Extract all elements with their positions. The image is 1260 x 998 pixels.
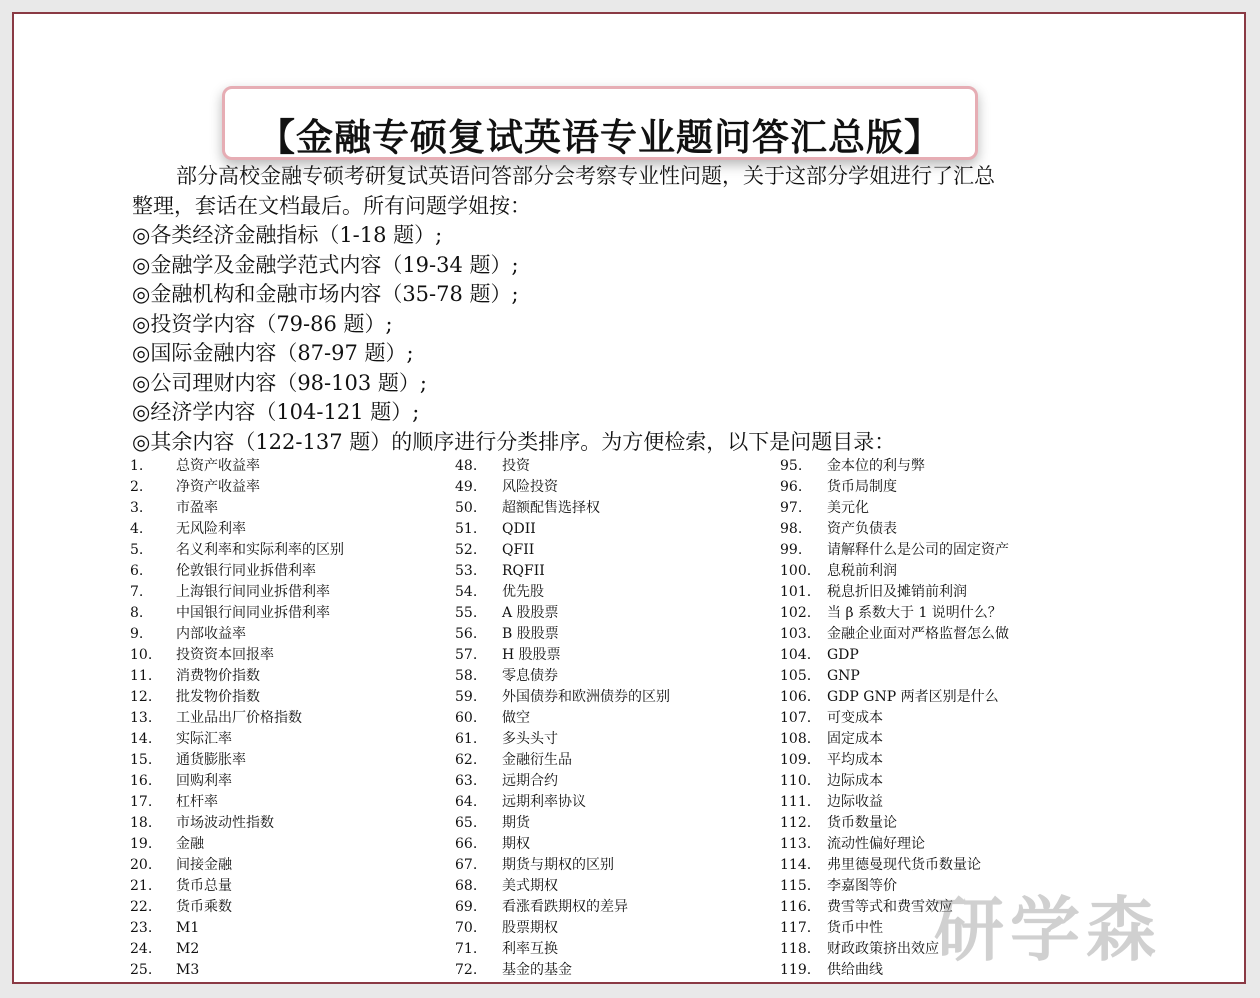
toc-item (780, 498, 1110, 519)
toc-item-label: 杠杆率 (176, 794, 218, 810)
toc-item (130, 771, 460, 792)
toc-item (455, 603, 785, 624)
toc-item-label: 弗里德曼现代货币数量论 (827, 857, 981, 873)
toc-item (780, 582, 1110, 603)
toc-item-label: 市场波动性指数 (176, 815, 274, 831)
toc-item-number: 5. (130, 542, 144, 558)
toc-item-label: 供给曲线 (827, 962, 883, 978)
toc-item-label: M1 (176, 920, 200, 936)
toc-item-label: 股票期权 (502, 920, 558, 936)
toc-item-label: 看涨看跌期权的差异 (502, 899, 628, 915)
toc-item-number: 13. (130, 710, 153, 726)
toc-item-number: 113. (780, 836, 812, 852)
toc-item-label: A 股股票 (502, 605, 559, 621)
toc-item-number: 71. (455, 941, 478, 957)
intro-line-1: 部分高校金融专硕考研复试英语问答部分会考察专业性问题，关于这部分学姐进行了汇总 (176, 164, 995, 188)
toc-item-label: 远期利率协议 (502, 794, 586, 810)
toc-item (780, 834, 1110, 855)
toc-item-label: 实际汇率 (176, 731, 232, 747)
toc-item-number: 103. (780, 626, 812, 642)
toc-item-number: 101. (780, 584, 812, 600)
toc-item (455, 540, 785, 561)
toc-item (455, 939, 785, 960)
toc-item-label: M2 (176, 941, 200, 957)
toc-item-number: 16. (130, 773, 153, 789)
toc-item (455, 624, 785, 645)
toc-item-number: 102. (780, 605, 812, 621)
toc-item (130, 687, 460, 708)
toc-item-label: 多头头寸 (502, 731, 558, 747)
toc-item (130, 960, 460, 981)
toc-item (780, 603, 1110, 624)
toc-item-number: 1. (130, 458, 144, 474)
toc-item-label: 金融 (176, 836, 204, 852)
toc-item-number: 8. (130, 605, 144, 621)
toc-item-number: 98. (780, 521, 803, 537)
toc-item-label: 货币数量论 (827, 815, 897, 831)
toc-item-number: 54. (455, 584, 478, 600)
toc-item-number: 56. (455, 626, 478, 642)
toc-item (130, 603, 460, 624)
toc-item (455, 876, 785, 897)
document-page (12, 12, 1246, 984)
toc-item-number: 52. (455, 542, 478, 558)
toc-item-label: 金融企业面对严格监督怎么做 (827, 626, 1009, 642)
toc-item-number: 49. (455, 479, 478, 495)
toc-item-number: 51. (455, 521, 478, 537)
toc-item-number: 50. (455, 500, 478, 516)
toc-item (130, 519, 460, 540)
toc-item-label: 平均成本 (827, 752, 883, 768)
toc-item-label: 美元化 (827, 500, 869, 516)
toc-item-label: 消费物价指数 (176, 668, 260, 684)
toc-item-number: 66. (455, 836, 478, 852)
toc-item (780, 624, 1110, 645)
watermark: 研学森 (934, 889, 1162, 971)
toc-item-label: 净资产收益率 (176, 479, 260, 495)
toc-item-number: 24. (130, 941, 153, 957)
toc-item-label: 基金的基金 (502, 962, 572, 978)
toc-item (455, 813, 785, 834)
toc-item-number: 69. (455, 899, 478, 915)
toc-item-number: 2. (130, 479, 144, 495)
toc-item-number: 104. (780, 647, 812, 663)
toc-item (130, 498, 460, 519)
toc-item (130, 729, 460, 750)
toc-item-number: 115. (780, 878, 812, 894)
toc-item-label: 批发物价指数 (176, 689, 260, 705)
toc-item-label: 息税前利润 (827, 563, 897, 579)
toc-item-number: 21. (130, 878, 153, 894)
toc-item (780, 708, 1110, 729)
toc-item-number: 119. (780, 962, 812, 978)
toc-item-number: 63. (455, 773, 478, 789)
toc-item-number: 117. (780, 920, 812, 936)
toc-item-label: H 股股票 (502, 647, 561, 663)
toc-item-label: 无风险利率 (176, 521, 246, 537)
toc-item (130, 813, 460, 834)
toc-item (780, 456, 1110, 477)
toc-item (780, 792, 1110, 813)
toc-item (455, 960, 785, 981)
toc-item (455, 666, 785, 687)
toc-item-number: 59. (455, 689, 478, 705)
category-5: ◎国际金融内容（87-97 题）; (132, 341, 414, 365)
toc-item-number: 72. (455, 962, 478, 978)
toc-item-number: 6. (130, 563, 144, 579)
toc-item-label: 做空 (502, 710, 530, 726)
toc-item-label: GNP (827, 668, 860, 684)
toc-item-label: 金融衍生品 (502, 752, 572, 768)
toc-item-label: 远期合约 (502, 773, 558, 789)
toc-item-number: 48. (455, 458, 478, 474)
toc-item (455, 687, 785, 708)
toc-item-label: 期货与期权的区别 (502, 857, 614, 873)
toc-item-number: 25. (130, 962, 153, 978)
toc-item-number: 99. (780, 542, 803, 558)
toc-item-label: 边际收益 (827, 794, 883, 810)
toc-item-number: 19. (130, 836, 153, 852)
toc-item (455, 519, 785, 540)
toc-item-number: 23. (130, 920, 153, 936)
toc-item (130, 939, 460, 960)
toc-item (780, 519, 1110, 540)
toc-item-label: 货币局制度 (827, 479, 897, 495)
toc-item-label: 固定成本 (827, 731, 883, 747)
toc-item-number: 18. (130, 815, 153, 831)
toc-item (455, 834, 785, 855)
toc-item-number: 111. (780, 794, 812, 810)
toc-item-label: 当 β 系数大于 1 说明什么？ (827, 605, 1002, 621)
toc-item (455, 645, 785, 666)
toc-item-label: 间接金融 (176, 857, 232, 873)
toc-item-number: 109. (780, 752, 812, 768)
toc-item-label: RQFII (502, 563, 545, 579)
toc-item (780, 645, 1110, 666)
toc-item-number: 68. (455, 878, 478, 894)
toc-item-label: 李嘉图等价 (827, 878, 897, 894)
toc-item-label: 工业品出厂价格指数 (176, 710, 302, 726)
intro-line-2: 整理，套话在文档最后。所有问题学姐按： (132, 193, 531, 218)
toc-item-number: 11. (130, 668, 153, 684)
toc-item (780, 477, 1110, 498)
toc-item-number: 100. (780, 563, 812, 579)
toc-item (130, 876, 460, 897)
toc-item (455, 918, 785, 939)
toc-item (780, 540, 1110, 561)
intro-section (132, 162, 1072, 457)
toc-item (130, 645, 460, 666)
toc-item (455, 561, 785, 582)
toc-item-number: 67. (455, 857, 478, 873)
toc-item-label: 货币中性 (827, 920, 883, 936)
toc-item-number: 17. (130, 794, 153, 810)
toc-item-number: 108. (780, 731, 812, 747)
toc-item (455, 855, 785, 876)
toc-item (455, 456, 785, 477)
toc-item-number: 62. (455, 752, 478, 768)
toc-item-label: 可变成本 (827, 710, 883, 726)
toc-item-number: 22. (130, 899, 153, 915)
toc-item (130, 666, 460, 687)
toc-item (130, 918, 460, 939)
category-8: ◎其余内容（122-137 题）的顺序进行分类排序。为方便检索，以下是问题目录： (132, 429, 896, 454)
toc-item-label: M3 (176, 962, 200, 978)
toc-item-number: 12. (130, 689, 153, 705)
document-title: 【金融专硕复试英语专业题问答汇总版】 (258, 115, 942, 159)
toc-item-label: 中国银行间同业拆借利率 (176, 605, 330, 621)
toc-item-number: 64. (455, 794, 478, 810)
toc-item-label: B 股股票 (502, 626, 559, 642)
toc-item-label: 货币总量 (176, 878, 232, 894)
toc-item-label: QFII (502, 542, 535, 558)
toc-item-label: 伦敦银行同业拆借利率 (176, 563, 316, 579)
toc-item (130, 456, 460, 477)
toc-item-number: 58. (455, 668, 478, 684)
toc-item-number: 110. (780, 773, 812, 789)
toc-item-number: 118. (780, 941, 812, 957)
toc-item (130, 540, 460, 561)
toc-item (455, 498, 785, 519)
category-1: ◎各类经济金融指标（1-18 题）; (132, 223, 443, 247)
toc-item-number: 61. (455, 731, 478, 747)
category-6: ◎公司理财内容（98-103 题）; (132, 370, 427, 395)
toc-item-label: 优先股 (502, 584, 544, 600)
toc-item-label: 总资产收益率 (176, 458, 260, 474)
toc-item-label: 上海银行间同业拆借利率 (176, 584, 330, 600)
toc-item-number: 105. (780, 668, 812, 684)
toc-item-number: 114. (780, 857, 812, 873)
toc-item-number: 3. (130, 500, 144, 516)
toc-item (130, 708, 460, 729)
toc-item-number: 15. (130, 752, 153, 768)
toc-item-label: 边际成本 (827, 773, 883, 789)
toc-item-label: 美式期权 (502, 878, 558, 894)
toc-item-label: 税息折旧及摊销前利润 (827, 584, 967, 600)
toc-item (780, 687, 1110, 708)
toc-item-label: 超额配售选择权 (502, 500, 600, 516)
toc-item-number: 20. (130, 857, 153, 873)
toc-item-label: 投资 (502, 458, 530, 474)
toc-item (455, 477, 785, 498)
toc-item-number: 65. (455, 815, 478, 831)
toc-item (455, 750, 785, 771)
toc-item (455, 897, 785, 918)
toc-item (455, 729, 785, 750)
toc-item (780, 813, 1110, 834)
toc-item (780, 855, 1110, 876)
toc-item-number: 4. (130, 521, 144, 537)
toc-item-number: 14. (130, 731, 153, 747)
toc-item (130, 477, 460, 498)
toc-item-number: 57. (455, 647, 478, 663)
toc-item (780, 750, 1110, 771)
toc-item-label: 金本位的利与弊 (827, 458, 925, 474)
toc-item (130, 792, 460, 813)
toc-item-label: 零息债券 (502, 668, 558, 684)
toc-item-label: 货币乘数 (176, 899, 232, 915)
toc-item (130, 855, 460, 876)
toc-item-label: 回购利率 (176, 773, 232, 789)
toc-item-number: 116. (780, 899, 812, 915)
toc-item-number: 55. (455, 605, 478, 621)
category-2: ◎金融学及金融学范式内容（19-34 题）; (132, 252, 519, 277)
toc-item-label: 名义利率和实际利率的区别 (176, 542, 344, 558)
toc-item (780, 771, 1110, 792)
toc-item (130, 582, 460, 603)
toc-item-label: 内部收益率 (176, 626, 246, 642)
category-7: ◎经济学内容（104-121 题）; (132, 400, 420, 424)
category-4: ◎投资学内容（79-86 题）; (132, 311, 393, 336)
toc-column-1 (130, 456, 460, 981)
toc-item (130, 624, 460, 645)
toc-item-number: 9. (130, 626, 144, 642)
toc-item-label: 投资资本回报率 (176, 647, 274, 663)
toc-item-number: 106. (780, 689, 812, 705)
toc-item (130, 834, 460, 855)
toc-item (455, 771, 785, 792)
toc-item-number: 107. (780, 710, 812, 726)
toc-item (455, 792, 785, 813)
category-3: ◎金融机构和金融市场内容（35-78 题）; (132, 282, 519, 306)
toc-item (780, 729, 1110, 750)
toc-item (130, 561, 460, 582)
toc-item (130, 750, 460, 771)
toc-item-number: 112. (780, 815, 812, 831)
toc-item-label: 资产负债表 (827, 521, 897, 537)
toc-item-label: 通货膨胀率 (176, 752, 246, 768)
toc-item-label: GDP (827, 647, 859, 663)
toc-item-label: 风险投资 (502, 479, 558, 495)
toc-item-label: 利率互换 (502, 941, 558, 957)
toc-item (455, 708, 785, 729)
toc-item-number: 7. (130, 584, 144, 600)
toc-item-label: 市盈率 (176, 500, 218, 516)
toc-item (780, 666, 1110, 687)
toc-item-label: 期货 (502, 815, 530, 831)
toc-item-number: 95. (780, 458, 803, 474)
toc-item-number: 96. (780, 479, 803, 495)
toc-item-number: 70. (455, 920, 478, 936)
toc-item-label: 请解释什么是公司的固定资产 (827, 542, 1009, 558)
toc-item-label: GDP GNP 两者区别是什么 (827, 689, 999, 705)
title-box (222, 86, 978, 160)
toc-item-number: 97. (780, 500, 803, 516)
toc-item-label: 期权 (502, 836, 530, 852)
toc-item-label: 费雪等式和费雪效应 (827, 899, 953, 915)
toc-column-2 (455, 456, 785, 981)
toc-item-label: QDII (502, 521, 536, 537)
toc-item-label: 流动性偏好理论 (827, 836, 925, 852)
toc-item (780, 561, 1110, 582)
toc-item-label: 财政政策挤出效应 (827, 941, 939, 957)
toc-item (455, 582, 785, 603)
toc-item-number: 60. (455, 710, 478, 726)
toc-item-number: 10. (130, 647, 153, 663)
toc-item-number: 53. (455, 563, 478, 579)
toc-item-label: 外国债券和欧洲债券的区别 (502, 689, 670, 705)
toc-item (130, 897, 460, 918)
